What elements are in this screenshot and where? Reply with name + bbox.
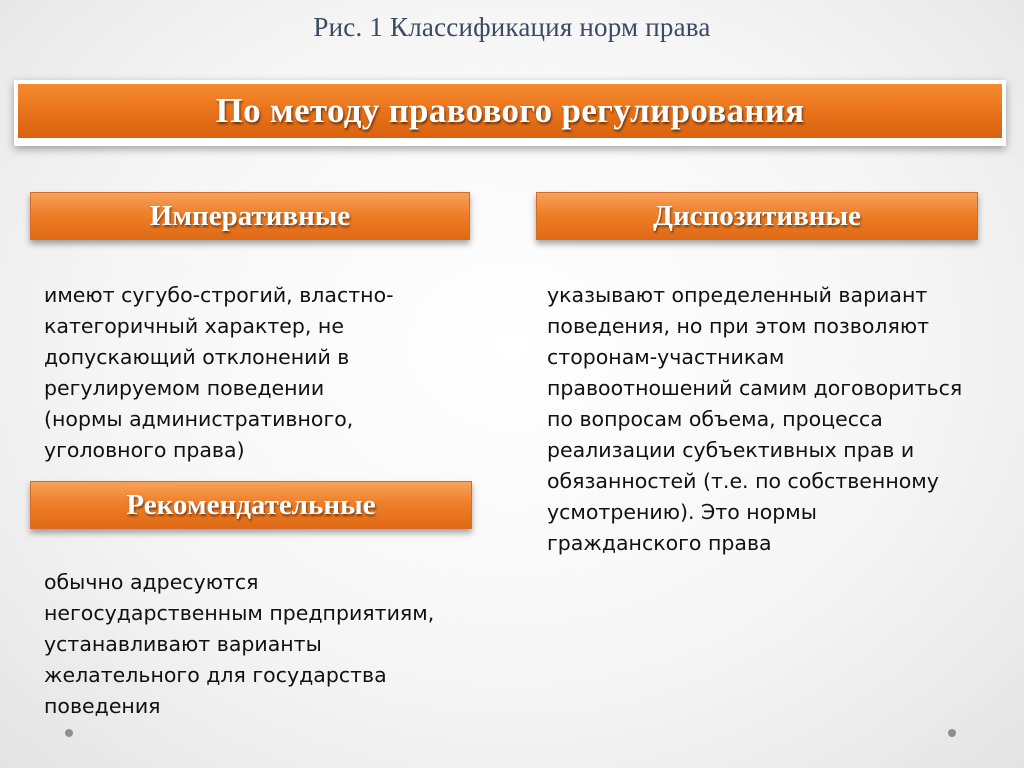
figure-caption: Рис. 1 Классификация норм права [313, 12, 711, 42]
dispositive-line: реализации субъективных прав и [547, 438, 915, 462]
method-banner-fill [18, 84, 1002, 138]
recommendatory-title: Рекомендательные [126, 488, 376, 521]
recommendatory-line: желательного для государства [44, 663, 387, 687]
dispositive-line: гражданского права [547, 531, 772, 555]
method-banner-title: По методу правового регулирования [215, 91, 805, 130]
recommendatory-header [30, 481, 472, 529]
imperative-line: регулируемом поведении [44, 376, 325, 400]
dispositive-line: обязанностей (т.е. по собственному [547, 469, 939, 493]
dispositive-line: правоотношений самим договориться [547, 376, 963, 400]
dispositive-title: Диспозитивные [653, 199, 861, 232]
imperative-line: (нормы административного, [44, 407, 354, 431]
recommendatory-line: негосударственным предприятиям, [44, 601, 435, 625]
recommendatory-line: поведения [44, 694, 161, 718]
recommendatory-description [44, 567, 484, 722]
imperative-line: допускающий отклонений в [44, 345, 350, 369]
corner-dot-left [65, 729, 73, 737]
dispositive-line: по вопросам объема, процесса [547, 407, 883, 431]
dispositive-line: указывают определенный вариант [547, 283, 928, 307]
corner-dot-right [948, 729, 956, 737]
imperative-description [44, 280, 444, 466]
recommendatory-line: устанавливают варианты [44, 632, 322, 656]
dispositive-line: поведения, но при этом позволяют [547, 314, 930, 338]
dispositive-line: сторонам-участникам [547, 345, 785, 369]
imperative-line: категоричный характер, не [44, 314, 344, 338]
dispositive-line: усмотрению). Это нормы [547, 500, 817, 524]
method-banner [14, 80, 1006, 146]
dispositive-header [536, 192, 978, 240]
imperative-line: имеют сугубо-строгий, властно- [44, 283, 394, 307]
imperative-line: уголовного права) [44, 438, 245, 462]
recommendatory-line: обычно адресуются [44, 570, 259, 594]
imperative-title: Императивные [149, 199, 351, 232]
dispositive-description [547, 280, 987, 559]
imperative-header [30, 192, 470, 240]
